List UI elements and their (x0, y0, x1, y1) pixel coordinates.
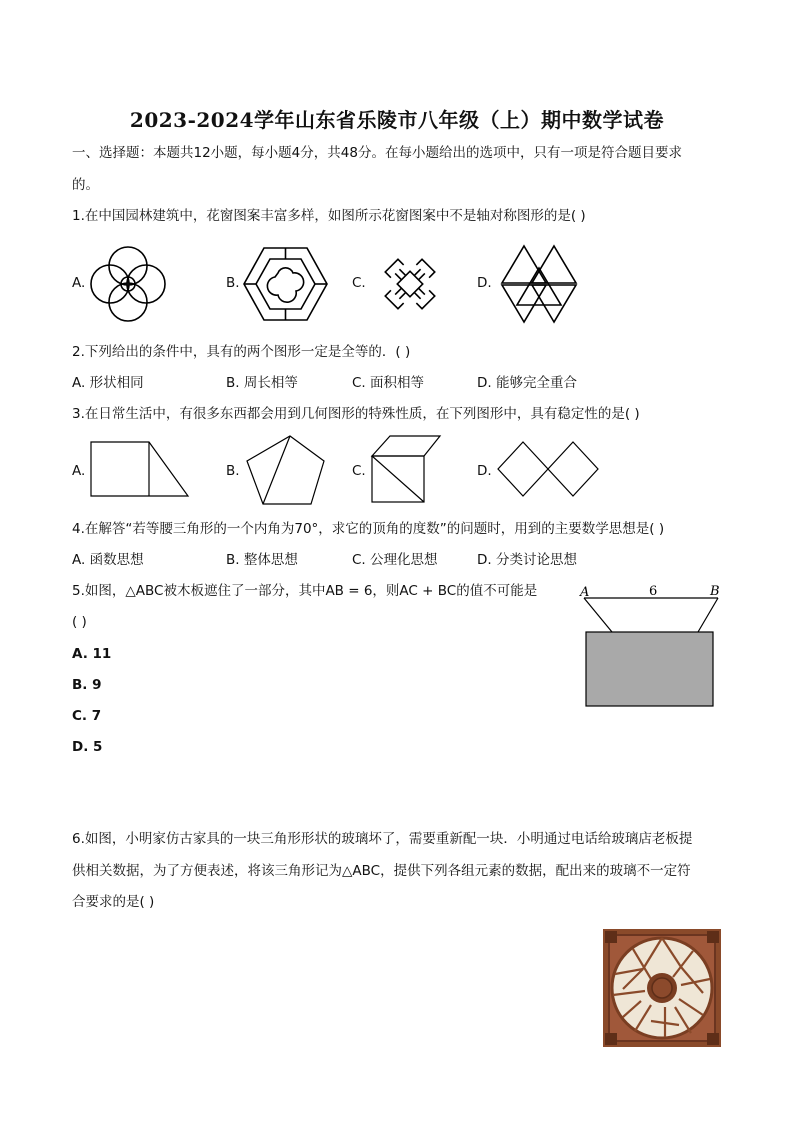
q2-stem: 2.下列给出的条件中，具有的两个图形一定是全等的．( ) (72, 344, 411, 360)
q5-option-a: A. 11 (72, 646, 112, 662)
q6-stem-line3: 合要求的是( ) (72, 894, 155, 910)
q4-option-a: A. 函数思想 (72, 552, 144, 568)
q5-option-b: B. 9 (72, 677, 102, 693)
q2-option-d: D. 能够完全重合 (477, 375, 577, 391)
q1-option-b-label: B. (226, 275, 240, 291)
q3-figure-a-square-triangle (90, 440, 190, 498)
section-heading-line1: 一、选择题：本题共12小题，每小题4分，共48分。在每小题给出的选项中，只有一项是符合题目要求 (72, 145, 682, 161)
q4-option-b: B. 整体思想 (226, 552, 298, 568)
q1-option-d-label: D. (477, 275, 492, 291)
q1-figure-d-star-triangles (497, 242, 581, 326)
q3-figure-c-square-with-roof (370, 434, 442, 504)
q3-stem: 3.在日常生活中，有很多东西都会用到几何图形的特殊性质，在下列图形中，具有稳定性的是( ) (72, 406, 640, 422)
q5-option-d: D. 5 (72, 739, 103, 755)
q2-option-b: B. 周长相等 (226, 375, 298, 391)
q4-option-d: D. 分类讨论思想 (477, 552, 577, 568)
q1-option-a-label: A. (72, 275, 86, 291)
q5-label-ab: 6 (649, 584, 658, 599)
q4-option-c: C. 公理化思想 (352, 552, 438, 568)
q4-stem: 4.在解答“若等腰三角形的一个内角为70°，求它的顶角的度数”的问题时，用到的主要数学思想是( ) (72, 521, 665, 537)
q6-stem-line2: 供相关数据，为了方便表述，将该三角形记为△ABC，提供下列各组元素的数据，配出来的玻璃不一定符 (72, 863, 691, 879)
q5-figure-triangle-board (576, 580, 722, 710)
q2-option-c: C. 面积相等 (352, 375, 425, 391)
q3-option-b-label: B. (226, 463, 240, 479)
q1-figure-c-diamond-knot (370, 244, 450, 324)
q5-stem-line1: 5.如图，△ABC被木板遮住了一部分，其中AB = 6，则AC + BC的值不可能是 (72, 583, 538, 599)
q1-stem: 1.在中国园林建筑中，花窗图案丰富多样，如图所示花窗图案中不是轴对称图形的是( ) (72, 208, 586, 224)
q3-option-d-label: D. (477, 463, 492, 479)
q2-option-a: A. 形状相同 (72, 375, 144, 391)
q6-figure-antique-window-photo (603, 929, 721, 1047)
q3-option-c-label: C. (352, 463, 366, 479)
section-heading-line2: 的。 (72, 177, 99, 193)
q3-figure-d-two-diamonds (497, 440, 599, 498)
q5-label-b: B (710, 584, 720, 599)
page-title: 2023-2024学年山东省乐陵市八年级（上）期中数学试卷 (129, 108, 665, 132)
q6-stem-line1: 6.如图，小明家仿古家具的一块三角形形状的玻璃坏了，需要重新配一块．小明通过电话给玻璃店老板提 (72, 831, 693, 847)
q1-figure-a-four-circles (88, 244, 168, 324)
q5-stem-line2: ( ) (72, 614, 87, 630)
q1-figure-b-hexagon (243, 246, 328, 322)
q5-option-c: C. 7 (72, 708, 102, 724)
q3-figure-b-pentagon (244, 434, 326, 506)
q5-board (586, 632, 713, 706)
q3-option-a-label: A. (72, 463, 86, 479)
q1-option-c-label: C. (352, 275, 366, 291)
q5-label-a: A (580, 585, 590, 600)
